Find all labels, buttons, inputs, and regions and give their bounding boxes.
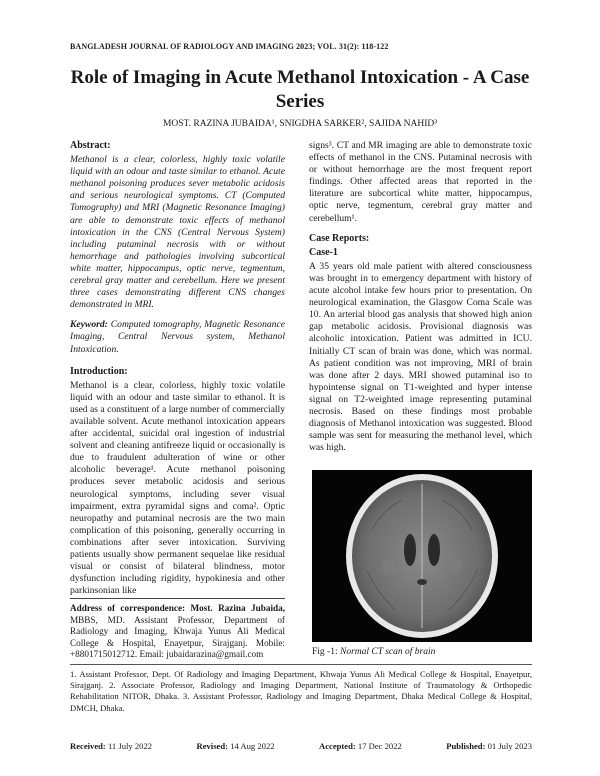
article-title: Role of Imaging in Acute Methanol Intoxication - A Case Series — [70, 67, 530, 112]
revised-date: Revised: 14 Aug 2022 — [196, 741, 275, 751]
author-list: MOST. RAZINA JUBAIDA¹, SNIGDHA SARKER², SAJIDA NAHID³ — [162, 119, 438, 129]
keywords-label: Keyword: — [70, 319, 108, 331]
affiliation-footnote: 1. Assistant Professor, Dept. Of Radiology and Imaging Department, Khwaja Yunus Ali Medical College & Hospital, Enayetpur, Sirajganj. 2. Associate Professor, Radiology and Imaging Department, National Institute of Traumatology & Orthopedic Rehabilitation NITOR, Dhaka. 3. Assistant Professor, Radiology and Imaging Department, Dhaka Medical College & Hospital, DMCH, Dhaka. — [70, 664, 532, 714]
keywords-text: Computed tomography, Magnetic Resonance Imaging, Central Nervous system, Methanol Intoxication. — [70, 319, 285, 355]
introduction-heading: Introduction: — [70, 365, 128, 377]
correspondence-details: MBBS, MD. Assistant Professor, Department of Radiology and Imaging, Khwaja Yunus Ali Medical College & Hospital, Enayetpur, Sirajganj. Mobile: +8801715012712. Email: jubaidarazina@gmail.com — [70, 614, 285, 659]
correspondence-label: Address of correspondence: — [70, 603, 186, 613]
figure-caption-text: Normal CT scan of brain — [339, 647, 436, 657]
case-1-heading: Case-1 — [309, 246, 338, 258]
article-dates — [70, 741, 532, 751]
case-1-text: A 35 years old male patient with altered consciousness was brought in to emergency department with history of acute alcohol intake few hours prior to presentation. On neurological examination, the Glasgow Coma Scale was 10. An arterial blood gas analysis that showed high anion gap metabolic acidosis. Provisional diagnosis was alcoholic intoxication. Patient was admitted in ICU. Initially CT scan of brain was done, which was normal. As patient condition was not improving, MRI of brain was done after 2 days. MRI showed putaminal iso to hypointense signal on T1-weighted and hyper intense signal on T2-weighted image representing putaminal necrosis. Based on these findings most probable diagnosis of Methanol intoxication was suggested. Blood sample was sent for measuring the methanol level, which was high. — [309, 260, 532, 454]
abstract-text: Methanol is a clear, colorless, highly toxic volatile liquid with an odour and taste similar to ethanol. Acute methanol poisoning produces sever metabolic acidosis and serious neurological symptoms. CT (Computed Tomography) and MRI (Magnetic Resonance Imaging) are able to demonstrate toxic effects of methanol intoxication in the CNS (Central Nervous System) including putaminal necrosis with or without hemorrhage and pathologies involving subcortical white matter, hippocampus, optic nerve, tegmentum, cerebral gray matter and cerebellum. Here we present three cases demonstrating different CNS changes demonstrated in MRI. — [70, 154, 285, 311]
right-column — [309, 140, 532, 462]
journal-header: BANGLADESH JOURNAL OF RADIOLOGY AND IMAGING 2023; VOL. 31(2): 118-122 — [70, 42, 389, 51]
accepted-date: Accepted: 17 Dec 2022 — [319, 741, 402, 751]
figure-caption — [312, 647, 435, 657]
published-date: Published: 01 July 2023 — [446, 741, 532, 751]
correspondence-box — [70, 598, 285, 661]
keywords — [70, 319, 285, 355]
left-column — [70, 140, 285, 605]
ct-scan-figure — [312, 470, 532, 642]
case-reports-heading: Case Reports: — [309, 232, 370, 244]
ct-scan-image — [312, 470, 532, 642]
introduction-paragraph-1: Methanol is a clear, colorless, highly toxic volatile liquid with an odour and taste similar to ethanol. It is used as a constituent of a large number of commercially available solvent. Acute methanol intoxication appears after accidental, suicidal oral ingestion of industrial solvent and cleaning antifreeze liquid or occasionally is due to fraudulent adulteration of wine or other alcoholic beverage¹. Acute methanol poisoning produces sever metabolic acidosis and serious neurological symptoms, including sever visual impairment, extra pyramidal signs and coma². Optic neuropathy and putaminal necrosis are the two main complication of this poisoning, generally occurring in combinations after sever intoxication. Surviving patients usually show permanent sequelae like residual visual or consist of bilateral blindness, motor dysfunction including rigidity, hypokinesia and other parkinsonian like — [70, 379, 285, 597]
figure-label: Fig -1: — [312, 647, 338, 657]
correspondence-name: Most. Razina Jubaida, — [190, 603, 285, 613]
introduction-paragraph-2: signs³. CT and MR imaging are able to demonstrate toxic effects of methanol in the CNS. Putaminal necrosis with or without hemorrhage are the most frequent report findings. Other affected areas that reported in the literature are subcortical white matter, hippocampus, optic nerve, tegmentum, cerebral gray matter and cerebellum¹. — [309, 140, 532, 224]
abstract-heading: Abstract: — [70, 140, 111, 151]
received-date: Received: 11 July 2022 — [70, 741, 153, 751]
